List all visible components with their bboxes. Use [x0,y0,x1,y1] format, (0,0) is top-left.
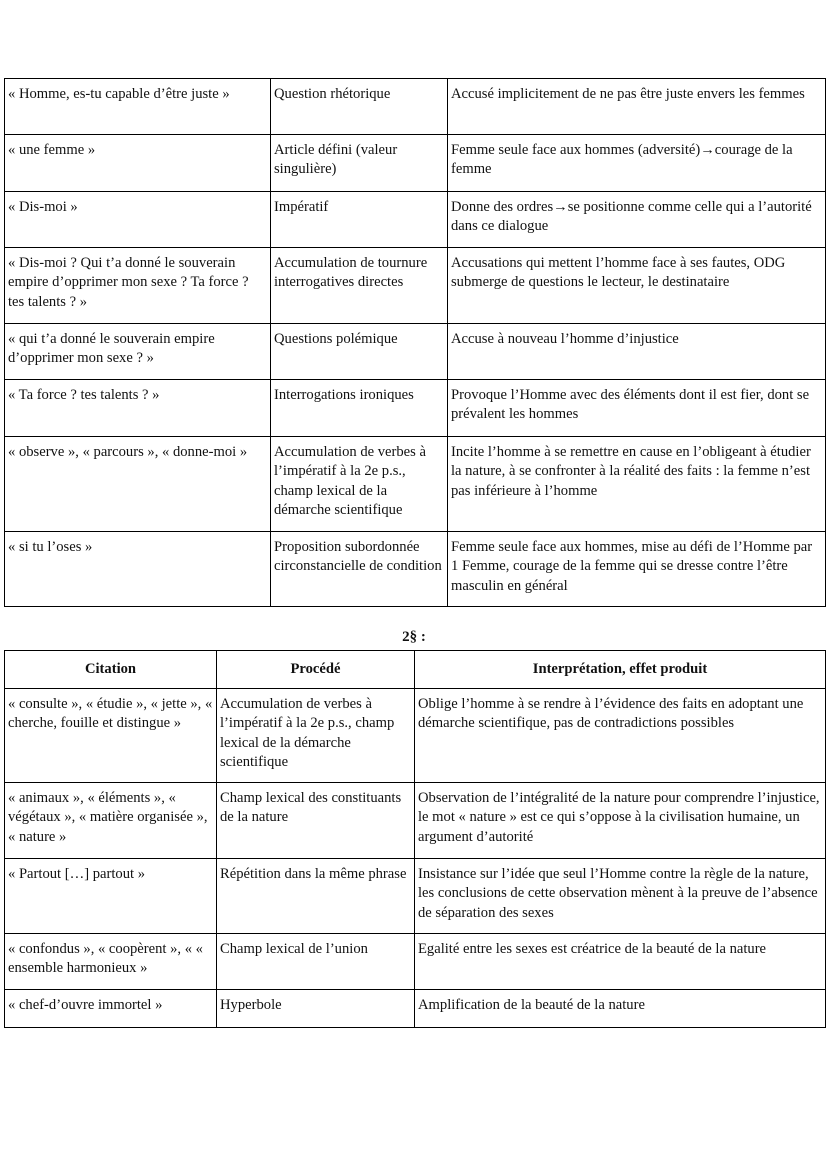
effet-cell: Accusé implicitement de ne pas être juste envers les femmes [448,79,826,135]
citation-cell: « Dis-moi » [5,192,271,248]
table-row [5,689,826,783]
effet-cell: Femme seule face aux hommes, mise au défi de l’Homme par 1 Femme, courage de la femme qui se dresse contre l’être masculin en général [448,532,826,607]
column-header-citation: Citation [5,651,217,689]
effet-cell: Donne des ordres→se positionne comme celle qui a l’autorité dans ce dialogue [448,192,826,248]
citation-cell: « Ta force ? tes talents ? » [5,380,271,437]
table-row [5,135,826,192]
citation-cell: « Partout […] partout » [5,859,217,934]
analysis-table-2 [4,650,826,1028]
section-title: 2§ : [402,629,426,645]
citation-cell: « une femme » [5,135,271,192]
analysis-table-1-body [5,79,826,607]
procede-cell: Impératif [271,192,448,248]
procede-cell: Question rhétorique [271,79,448,135]
procede-cell: Article défini (valeur singulière) [271,135,448,192]
citation-cell: « Homme, es-tu capable d’être juste » [5,79,271,135]
procede-cell: Champ lexical des constituants de la nature [217,783,415,859]
citation-cell: « observe », « parcours », « donne-moi » [5,437,271,532]
table-row [5,79,826,135]
table-row [5,990,826,1028]
citation-cell: « Dis-moi ? Qui t’a donné le souverain empire d’opprimer mon sexe ? Ta force ? tes talents ? » [5,248,271,324]
citation-cell: « animaux », « éléments », « végétaux », « matière organisée », « nature » [5,783,217,859]
effet-cell: Observation de l’intégralité de la nature pour comprendre l’injustice, le mot « nature » est ce qui s’oppose à la civilisation humaine, un argument d’autorité [415,783,826,859]
procede-cell: Hyperbole [217,990,415,1028]
table-row [5,437,826,532]
analysis-table-1 [4,78,826,607]
effet-cell: Accusations qui mettent l’homme face à ses fautes, ODG submerge de questions le lecteur, le destinataire [448,248,826,324]
table-row [5,380,826,437]
table-row [5,934,826,990]
column-header-procede: Procédé [217,651,415,689]
procede-cell: Interrogations ironiques [271,380,448,437]
table-header-row [5,651,826,689]
procede-cell: Accumulation de verbes à l’impératif à la 2e p.s., champ lexical de la démarche scientifique [217,689,415,783]
effet-cell: Amplification de la beauté de la nature [415,990,826,1028]
procede-cell: Champ lexical de l’union [217,934,415,990]
effet-cell: Accuse à nouveau l’homme d’injustice [448,324,826,380]
column-header-effet: Interprétation, effet produit [415,651,826,689]
procede-cell: Répétition dans la même phrase [217,859,415,934]
table-row [5,248,826,324]
effet-cell: Incite l’homme à se remettre en cause en l’obligeant à étudier la nature, à se confronter à la réalité des faits : la femme n’est pas inférieure à l’homme [448,437,826,532]
procede-cell: Questions polémique [271,324,448,380]
procede-cell: Proposition subordonnée circonstancielle de condition [271,532,448,607]
effet-cell: Insistance sur l’idée que seul l’Homme contre la règle de la nature, les conclusions de cette observation mènent à la preuve de l’absence de séparation des sexes [415,859,826,934]
citation-cell: « consulte », « étudie », « jette », « cherche, fouille et distingue » [5,689,217,783]
table-row [5,192,826,248]
table-row [5,859,826,934]
citation-cell: « si tu l’oses » [5,532,271,607]
effet-cell: Femme seule face aux hommes (adversité)→courage de la femme [448,135,826,192]
effet-cell: Oblige l’homme à se rendre à l’évidence des faits en adoptant une démarche scientifique, pas de contradictions possibles [415,689,826,783]
procede-cell: Accumulation de verbes à l’impératif à la 2e p.s., champ lexical de la démarche scientifique [271,437,448,532]
citation-cell: « confondus », « coopèrent », « « ensemble harmonieux » [5,934,217,990]
effet-cell: Egalité entre les sexes est créatrice de la beauté de la nature [415,934,826,990]
procede-cell: Accumulation de tournure interrogatives directes [271,248,448,324]
effet-cell: Provoque l’Homme avec des éléments dont il est fier, dont se prévalent les hommes [448,380,826,437]
table-row [5,532,826,607]
citation-cell: « qui t’a donné le souverain empire d’opprimer mon sexe ? » [5,324,271,380]
table-row [5,324,826,380]
citation-cell: « chef-d’ouvre immortel » [5,990,217,1028]
table-row [5,783,826,859]
